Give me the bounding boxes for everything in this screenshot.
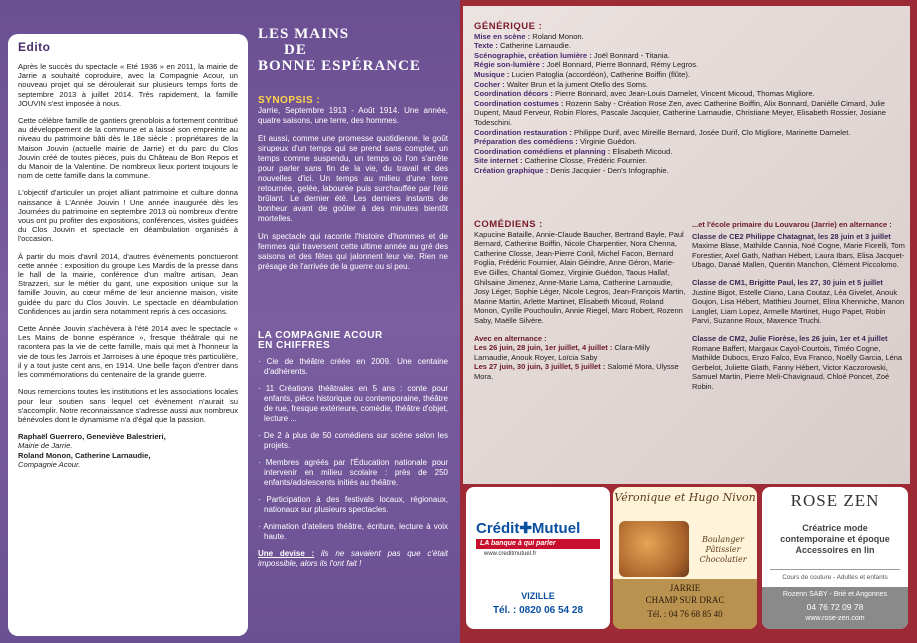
list-item: · Membres agréés par l'Éducation nationale pour intervenir en milieu scolaire : près de 250 enfants/adolescents initiés au théâtre. bbox=[258, 458, 448, 487]
alternance-group: Les 27 juin, 30 juin, 3 juillet, 5 juillet : Salomé Mora, Ulysse Mora. bbox=[474, 362, 679, 381]
class-title: Classe de CE2 Philippe Chatagnat, les 28 juin et 3 juillet bbox=[692, 231, 891, 241]
bakery-city: CHAMP SUR DRAC bbox=[645, 595, 725, 605]
comediens-title: COMÉDIENS : bbox=[474, 219, 543, 230]
list-item: · 11 Créations théâtrales en 5 ans : conte pour enfants, pièce historique ou contemporaine, théâtre de rue, fresque extérieure, comédie, théâtre d'objet, lecture ... bbox=[258, 384, 448, 423]
signature-role: Mairie de Jarrie. bbox=[18, 441, 73, 451]
ecole-section bbox=[692, 220, 906, 392]
list-item: · De 2 à plus de 50 comédiens sur scène selon les projets. bbox=[258, 431, 448, 450]
class-title: Classe de CM1, Brigitte Paul, les 27, 30 juin et 5 juillet bbox=[692, 277, 883, 287]
alternance-group: Les 26 juin, 28 juin, 1er juillet, 4 juillet : Clara-Milly Larnaudie, Anouk Royer, Loïcia Saby bbox=[474, 343, 650, 362]
credit-row: Musique : Lucien Patoglia (accordéon), Catherine Boiffin (flûte). bbox=[474, 69, 690, 79]
credit-row: Création graphique : Denis Jacquier - Den's Infographie. bbox=[474, 165, 669, 175]
generique-title: GÉNÉRIQUE : bbox=[474, 21, 543, 32]
bread-basket-image bbox=[619, 521, 689, 577]
edito-paragraph: Après le succès du spectacle « Eté 1936 » en 2011, la mairie de Jarrie a souhaité coproduire, avec la Compagnie Acour, un nouveau projet qui se déroulerait sur plusieurs temps forts de septembre 2013 à juillet 2014. Très rapidement, la famille JOUVIN s'est imposée à nous. bbox=[18, 62, 238, 108]
credit-row: Coordination restauration : Philippe Durif, avec Mireille Bernard, Josée Durif, Clo Migliore, Marinette Darnelet. bbox=[474, 127, 851, 137]
credit-row: Préparation des comédiens : Virginie Guédon. bbox=[474, 137, 637, 147]
signature-names: Roland Monon, Catherine Larnaudie, bbox=[18, 450, 151, 460]
class-names: Maxime Blase, Mathilde Cannia, Noé Cogne, Marie Fiorelli, Tom Forestier, Axel Gath, Nathan Hébert, Laura Ibars, Elisa Jacquet-Ubago, Danaé Mallen, Quentin Manchon, Clément Piccolomo. bbox=[692, 241, 905, 270]
credit-mutuel-url: www.creditmutuel.fr bbox=[484, 551, 537, 557]
sponsor-city: VIZILLE bbox=[521, 591, 555, 601]
credit-row: Coordination décors : Pierre Bonnard, avec Jean-Louis Darnelet, Vincent Micoud, Thomas Migliore. bbox=[474, 89, 815, 99]
rose-zen-url: www.rose-zen.com bbox=[805, 615, 865, 622]
list-item: · Cie de théâtre créée en 2009. Une centaine d'adhérents. bbox=[258, 357, 448, 376]
devise-text: ils ne savaient pas que c'était impossible, alors ils l'ont fait ! bbox=[258, 549, 448, 568]
sponsor-boulangerie-nivon bbox=[613, 487, 757, 629]
synopsis-section bbox=[258, 96, 448, 280]
acour-section bbox=[258, 331, 448, 569]
rose-zen-courses: Cours de couture - Adultes et enfants bbox=[782, 574, 888, 581]
comediens-section bbox=[474, 220, 686, 382]
edito-body bbox=[18, 62, 238, 469]
sponsor-phone: Tél. : 0820 06 54 28 bbox=[492, 605, 584, 616]
signature-names: Raphaël Guerrero, Geneviève Balestrieri, bbox=[18, 432, 166, 442]
ecole-title: ...et l'école primaire du Louvarou (Jarrie) en alternance : bbox=[692, 220, 892, 229]
credit-row: Mise en scène : Roland Monon. bbox=[474, 31, 584, 41]
edito-card bbox=[8, 34, 248, 636]
devise bbox=[258, 549, 448, 569]
edito-paragraph: Cette Année Jouvin s'achèvera à l'été 2014 avec le spectacle « Les Mains de bonne espérance », fresque théâtrale qui ne racontera pas la vie de cette famille, mais qui met à l'honneur la vie de tous les Jarrois et Jarroises à une époque très particulière, il y a tout juste cent ans, en 1914. Une belle façon d'entrer dans les commémorations du centenaire de la grande guerre. bbox=[18, 324, 238, 380]
sponsor-credit-mutuel bbox=[466, 487, 610, 629]
bakery-city: JARRIE bbox=[669, 583, 701, 593]
class-title: Classe de CM2, Julie Fiorèse, les 26 juin, 1er et 4 juillet bbox=[692, 333, 888, 343]
list-item: · Participation à des festivals locaux, régionaux, nationaux sur plusieurs spectacles. bbox=[258, 495, 448, 514]
acour-figures-list bbox=[258, 357, 448, 542]
edito-paragraph: L'objectif d'articuler un projet alliant patrimoine et culture donna naissance à L'Année Jouvin ! Une année inaugurée dès les Journées du patrimoine en septembre 2013 où nombreux d'entre vous ont pu profiter des expositions, conférences, visites guidées du Clos Jouvin et spectacle en déambulation organisés à l'occasion. bbox=[18, 188, 238, 244]
rose-zen-contact-band bbox=[762, 587, 908, 629]
bakery-phone: Tél. : 04 76 68 85 40 bbox=[647, 609, 723, 619]
class-names: Justine Bigot, Estelle Ciano, Lana Coutaz, Léa Givelet, Anouk Goujon, Lisa Hébert, Matthieu Journet, Elina Khenniche, Manon Langlet, Liam Lopez, Armelle Martinet, Hugo Papet, Robin Parvi, Suzanne Roux, Maxence Truchi. bbox=[692, 287, 905, 326]
show-title-line: BONNE ESPÉRANCE bbox=[258, 58, 421, 74]
credit-row: Texte : Catherine Larnaudie. bbox=[474, 41, 571, 51]
credit-row: Coordination costumes : Rozenn Saby - Création Rose Zen, avec Catherine Boiffin, Alix Bonnard, Danièlle Cimard, Julie Dupent, Maud Ferveur, Robin Flores, Pascale Jacquier, Catherine Larnaudie, Christiane Meyer, Elisabeth Rossier, Josiane Todeschini. bbox=[474, 98, 886, 127]
credit-row: Cocher : Walter Brun et la jument Otello des Soms. bbox=[474, 79, 649, 89]
edito-title: Edito bbox=[18, 40, 51, 54]
edito-paragraph: Cette célèbre famille de gantiers grenoblois a fortement contribué au développement de la commune et a laissé son empreinte au niveau du patrimoine bâti dès le 18e siècle : propriétaires de la Maison Jouvin (actuelle mairie de Jarrie) et du parc du Clos Jouvin créé de toutes pièces, puis du Château de Bon Repos et du Manoir de la Valentine. De nombreux lieux portent toujours le nom de cette famille dans la commune. bbox=[18, 116, 238, 181]
alternance-title: Avec en alternance : bbox=[474, 333, 547, 343]
comediens-list: Kapucine Bataille, Annie-Claude Baucher, Bertrand Bayle, Paul Bernard, Catherine Boiffin, Nicole Charpentier, Nora Chenna, Catherine Closse, Jean-Pierre Conil, Michel Facon, Bernard Foglia, Frédéric Fournier, Alain Géindre, Anne Géron, Marie-Eve Gilles, Chantal Gomez, Virginie Guédon, Taous Hallaf, Ghilsaine Jimenez, Anne-Marie Lama, Catherine Larnaudie, Josy Léger, Sophie Léger, Nicole Legros, Jean-François Martin, Marine Martin, Arlette Martinet, Elisabeth Micoud, Roland Monon, Cyrille Pouchoulin, Annie Riegel, Marc Robert, Rozenn Saby, Maëlle Silvère. bbox=[474, 229, 686, 325]
credit-row: Scénographie, création lumière : Joël Bonnard - Titania. bbox=[474, 50, 670, 60]
acour-subtitle: EN CHIFFRES bbox=[258, 340, 331, 351]
rose-zen-logo: ROSE ZEN bbox=[790, 491, 880, 510]
bakery-owner-names: Véronique et Hugo Nivon bbox=[614, 491, 756, 504]
bakery-trades: Boulanger Pâtissier Chocolatier bbox=[699, 535, 747, 564]
sponsor-rose-zen bbox=[762, 487, 908, 629]
credit-mutuel-logo: Crédit✚Mutuel bbox=[476, 520, 581, 537]
credit-row: Coordination comédiens et planning : Elisabeth Micoud. bbox=[474, 146, 673, 156]
edito-paragraph: Nous remercions toutes les institutions et les associations locales pour leur soutien sans lequel cet évènement n'aurait su s'accomplir. Notre reconnaissance s'adresse aussi aux nombreux bénévoles dont le dynamisme n'a d'égal que la passion. bbox=[18, 387, 238, 424]
class-names: Romane Baffert, Margaux Cayol-Courtois, Timéo Cogne, Mathilde Dubocs, Enzo Falco, Eva Franco, Noëlly Garcia, Léna Gerbelot, Juliette Glath, Fanny Hébert, Victor Kaczorowski, Samuel Martin, Pierre Meli-Chavignaud, Chloé Poncet, Zoé Robin. bbox=[692, 343, 903, 391]
generique-section bbox=[474, 22, 904, 176]
devise-label: Une devise : bbox=[258, 549, 315, 558]
rose-zen-phone: 04 76 72 09 78 bbox=[806, 602, 864, 612]
synopsis-paragraph: Jarrie, Septembre 1913 - Août 1914. Une année, quatre saisons, une terre, des hommes. bbox=[258, 106, 448, 125]
list-item: · Animation d'ateliers théâtre, écriture, lecture à voix haute. bbox=[258, 522, 448, 541]
rose-zen-owner: Rozenn SABY - Brié et Angonnes bbox=[782, 591, 888, 598]
signature-role: Compagnie Acour. bbox=[18, 459, 81, 469]
divider bbox=[770, 569, 900, 570]
synopsis-title: SYNOPSIS : bbox=[258, 95, 321, 106]
edito-paragraph: À partir du mois d'avril 2014, d'autres évènements ponctueront cette année : exposition du groupe Les Mardis de la presse dans le hall de la mairie, conférence d'un maître artisan, Jean Strazzeri, sur le métier du gant, une exposition unique sur la famille Jouvin, au cœur même de leur ancienne maison, visite guidée du parc du Clos Jouvin. Le spectacle en déambulation Confidences au jardin sera notamment repris à ces occasions. bbox=[18, 251, 238, 316]
rose-zen-description: Créatrice mode contemporaine et époque Accessoires en lin bbox=[780, 523, 890, 555]
synopsis-paragraph: Un spectacle qui raconte l'histoire d'hommes et de femmes qui traversent cette ultime année au gré des saisons et des fêtes qui jalonnent leur vie. Rien ne présage de l'arrivée de la guerre ou si peu. bbox=[258, 232, 448, 271]
show-title-line: LES MAINS bbox=[258, 26, 350, 42]
signature bbox=[18, 432, 238, 469]
synopsis-paragraph: Et aussi, comme une promesse quotidienne, le goût sirupeux d'un temps qui se prend sans compter, un temps comme suspendu, un temps où l'on s'arrête pour parler sans fin de la vie, du travail et des nouvelles d'ici. Un temps au milieu d'une terre retournée, gelée, labourée puis surchauffée par l'été brûlant. Le dernier été. Les derniers instants de bonheur avant de goûter à des minutes bientôt mortelles. bbox=[258, 134, 448, 223]
credit-mutuel-tagline: LA banque à qui parler bbox=[476, 539, 600, 549]
acour-title: LA COMPAGNIE ACOUR bbox=[258, 330, 383, 341]
credit-row: Régie son-lumière : Joël Bonnard, Pierre Bonnard, Rémy Legros. bbox=[474, 60, 699, 70]
credit-row: Site internet : Catherine Closse, Frédéric Fournier. bbox=[474, 156, 648, 166]
show-title-line: DE bbox=[284, 42, 307, 58]
